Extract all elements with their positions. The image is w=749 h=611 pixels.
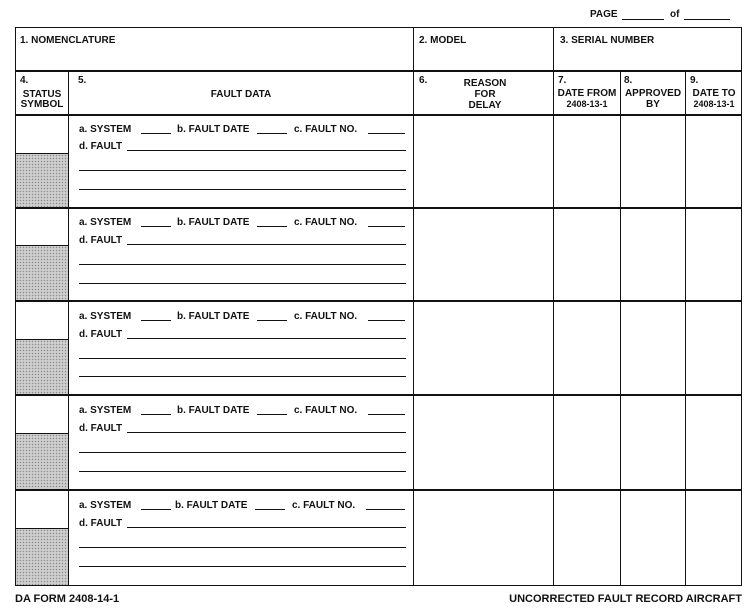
- col8-number: 8.: [624, 75, 633, 86]
- fault-no-field[interactable]: [368, 226, 405, 227]
- fault-line-1[interactable]: [127, 150, 406, 151]
- form-id: DA FORM 2408-14-1: [15, 593, 120, 605]
- col5-fault-data-label: FAULT DATA: [210, 89, 272, 100]
- fault-line-3[interactable]: [79, 189, 406, 190]
- fault-line-1[interactable]: [127, 527, 406, 528]
- system-field[interactable]: [141, 320, 171, 321]
- serial-number-field[interactable]: [554, 48, 741, 69]
- model-field[interactable]: [414, 48, 552, 69]
- fault-line-2[interactable]: [79, 170, 406, 171]
- page-total-field[interactable]: [684, 19, 730, 20]
- col6-reason-label: REASON: [463, 78, 507, 89]
- status-symbol-box[interactable]: [16, 302, 68, 339]
- fault-date-label: b. FAULT DATE: [177, 217, 250, 228]
- fault-date-field[interactable]: [255, 509, 285, 510]
- system-label: a. SYSTEM: [79, 500, 132, 511]
- fault-date-field[interactable]: [257, 414, 287, 415]
- page-label: PAGE: [590, 9, 618, 20]
- fault-line-2[interactable]: [79, 547, 406, 548]
- form-title: UNCORRECTED FAULT RECORD AIRCRAFT: [509, 593, 742, 605]
- col7-date-from-label: DATE FROM: [557, 88, 617, 99]
- system-label: a. SYSTEM: [79, 124, 132, 135]
- status-symbol-box[interactable]: [16, 116, 68, 153]
- col4-symbol-label: SYMBOL: [20, 99, 64, 110]
- fault-no-label: c. FAULT NO.: [292, 500, 356, 511]
- fault-line-1[interactable]: [127, 432, 406, 433]
- col4-status-label: STATUS: [22, 89, 62, 100]
- page-number-field[interactable]: [622, 19, 664, 20]
- fault-line-1[interactable]: [127, 244, 406, 245]
- col9-date-to-label: DATE TO: [692, 88, 736, 99]
- col5-number: 5.: [78, 75, 87, 86]
- fault-no-label: c. FAULT NO.: [294, 124, 358, 135]
- fault-line-1[interactable]: [127, 338, 406, 339]
- status-symbol-box[interactable]: [16, 491, 68, 528]
- col6-for-label: FOR: [474, 89, 496, 100]
- page-of-label: of: [670, 9, 680, 20]
- col9-number: 9.: [690, 75, 699, 86]
- fault-no-label: c. FAULT NO.: [294, 405, 358, 416]
- fault-line-3[interactable]: [79, 566, 406, 567]
- fault-date-field[interactable]: [257, 226, 287, 227]
- col6-number: 6.: [419, 75, 428, 86]
- model-label: 2. MODEL: [419, 35, 467, 46]
- fault-label: d. FAULT: [79, 423, 123, 434]
- status-symbol-shaded: [16, 434, 68, 489]
- status-symbol-box[interactable]: [16, 209, 68, 245]
- system-label: a. SYSTEM: [79, 217, 132, 228]
- fault-date-label: b. FAULT DATE: [177, 405, 250, 416]
- fault-no-field[interactable]: [366, 509, 405, 510]
- fault-line-3[interactable]: [79, 471, 406, 472]
- system-label: a. SYSTEM: [79, 405, 132, 416]
- status-symbol-shaded: [16, 529, 68, 585]
- col7-number: 7.: [558, 75, 567, 86]
- system-field[interactable]: [141, 226, 171, 227]
- fault-no-field[interactable]: [368, 320, 405, 321]
- nomenclature-field[interactable]: [16, 48, 412, 69]
- status-symbol-shaded: [16, 246, 68, 300]
- col7-form-ref-label: 2408-13-1: [566, 99, 608, 109]
- fault-line-3[interactable]: [79, 376, 406, 377]
- status-symbol-shaded: [16, 154, 68, 207]
- col9-form-ref-label: 2408-13-1: [693, 99, 735, 109]
- col4-number: 4.: [20, 75, 29, 86]
- system-field[interactable]: [141, 133, 171, 134]
- fault-date-label: b. FAULT DATE: [177, 124, 250, 135]
- serial-number-label: 3. SERIAL NUMBER: [560, 35, 655, 46]
- fault-line-2[interactable]: [79, 452, 406, 453]
- system-field[interactable]: [141, 414, 171, 415]
- system-label: a. SYSTEM: [79, 311, 132, 322]
- fault-label: d. FAULT: [79, 141, 123, 152]
- fault-date-field[interactable]: [257, 133, 287, 134]
- col6-delay-label: DELAY: [468, 100, 502, 111]
- fault-line-3[interactable]: [79, 283, 406, 284]
- fault-label: d. FAULT: [79, 329, 123, 340]
- fault-no-field[interactable]: [368, 414, 405, 415]
- system-field[interactable]: [141, 509, 171, 510]
- fault-line-2[interactable]: [79, 264, 406, 265]
- col8-by-label: BY: [646, 99, 660, 110]
- fault-label: d. FAULT: [79, 235, 123, 246]
- status-symbol-shaded: [16, 340, 68, 394]
- fault-date-field[interactable]: [257, 320, 287, 321]
- fault-no-label: c. FAULT NO.: [294, 311, 358, 322]
- fault-date-label: b. FAULT DATE: [175, 500, 248, 511]
- fault-line-2[interactable]: [79, 358, 406, 359]
- status-symbol-box[interactable]: [16, 396, 68, 433]
- fault-date-label: b. FAULT DATE: [177, 311, 250, 322]
- col8-approved-label: APPROVED: [624, 88, 682, 99]
- fault-label: d. FAULT: [79, 518, 123, 529]
- nomenclature-label: 1. NOMENCLATURE: [20, 35, 116, 46]
- fault-no-label: c. FAULT NO.: [294, 217, 358, 228]
- fault-no-field[interactable]: [368, 133, 405, 134]
